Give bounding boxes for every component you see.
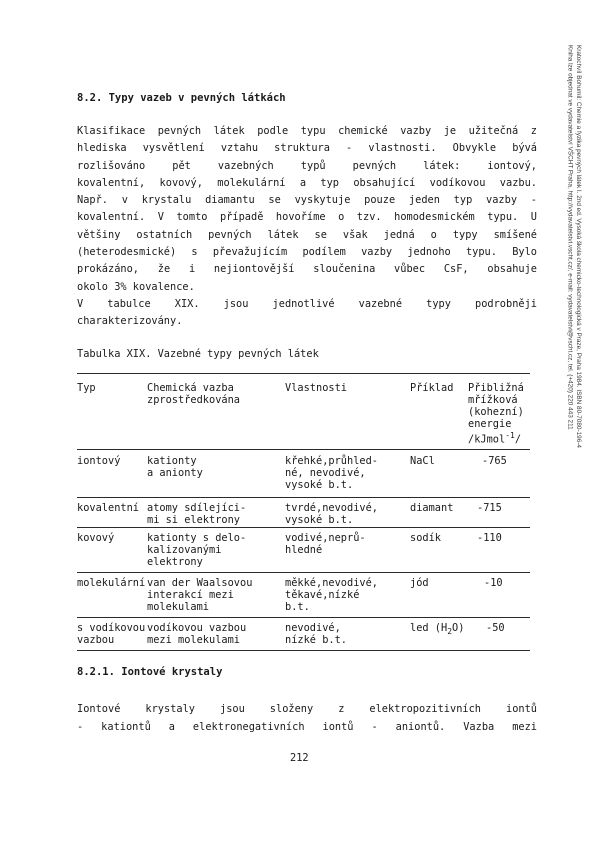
paragraph-ionic-crystals	[77, 700, 537, 736]
cell-line: vodivé,neprů-	[285, 532, 366, 544]
column-header-vlastnosti: Vlastnosti	[285, 382, 347, 394]
table-cell-energie: -110	[477, 532, 502, 544]
cell-line: tvrdé,nevodivé,	[285, 502, 378, 514]
cell-line: vysoké b.t.	[285, 514, 354, 526]
table-cell-vazba	[147, 622, 246, 646]
page-number: 212	[290, 752, 309, 764]
cell-line: van der Waalsovou	[147, 577, 253, 589]
table-cell-vlastnosti	[285, 622, 347, 646]
table-cell-typ: iontový	[77, 455, 121, 467]
paragraph-table-intro	[77, 296, 537, 331]
table-cell-vazba	[147, 532, 246, 568]
citation-sidebar	[565, 45, 582, 448]
cell-line: měkké,nevodivé,	[285, 577, 378, 589]
text-line: hlediska vysvětlení vztahu struktura - vlastnosti. Obvykle bývá	[77, 142, 537, 155]
cell-line: kalizovanými	[147, 544, 222, 556]
cell-line: hledné	[285, 544, 323, 556]
table-cell-energie: -10	[484, 577, 503, 589]
cell-line: nízké b.t.	[285, 634, 347, 646]
citation-line: Kniha lze objednat ve vydavatelství VŠCHT Praha, http://vydavatelstvi.vscht.cz/, e-mail: vydavatelstvi@vscht.cz, tel. (+420) 220 443 211	[566, 45, 574, 430]
text-line: většiny ostatních pevných látek se však jedná o typy smíšené	[77, 228, 537, 241]
header-line: Chemická vazba	[147, 382, 234, 394]
table-cell-typ: molekulární	[77, 577, 146, 589]
table-cell-vazba	[147, 502, 246, 526]
column-header-energie	[468, 382, 524, 445]
table-cell-typ: kovalentní	[77, 502, 139, 514]
cell-line: mezi molekulami	[147, 634, 240, 646]
cell-line: vysoké b.t.	[285, 479, 354, 491]
table-cell-typ	[77, 622, 145, 646]
subsection-heading: 8.2.1. Iontové krystaly	[77, 666, 223, 678]
unit-text: /kJmol	[468, 433, 506, 446]
table-cell-energie: -715	[477, 502, 502, 514]
cell-line: mi si elektrony	[147, 514, 240, 526]
cell-line: těkavé,nízké	[285, 589, 360, 601]
column-header-vazba	[147, 382, 240, 406]
table-rule	[77, 373, 530, 374]
cell-line: a anionty	[147, 467, 203, 479]
text-line: Např. v krystalu diamantu se vyskytuje pouze jeden typ vazby -	[77, 194, 537, 207]
table-cell-priklad: jód	[410, 577, 429, 589]
column-header-priklad: Příklad	[410, 382, 454, 394]
cell-line: křehké,průhled-	[285, 455, 378, 467]
text-line: (heterodesmické) s převažujícím podílem vazby jednoho typu. Bylo	[77, 246, 537, 259]
section-heading: 8.2. Typy vazeb v pevných látkách	[77, 92, 286, 104]
text-line: okolo 3% kovalence.	[77, 280, 195, 293]
table-cell-priklad: diamant	[410, 502, 454, 514]
cell-line: molekulami	[147, 601, 209, 613]
header-line: Přibližná	[468, 382, 524, 394]
text-line: Iontové krystaly jsou složeny z elektropozitivních iontů	[77, 703, 537, 715]
cell-line: elektrony	[147, 556, 203, 568]
header-line	[468, 430, 524, 445]
table-rule	[77, 497, 530, 498]
header-line: zprostředkována	[147, 394, 240, 406]
text-line: Klasifikace pevných látek podle typu chemické vazby je užitečná z	[77, 125, 537, 137]
header-line: mřížková	[468, 394, 518, 406]
table-cell-vazba	[147, 577, 252, 613]
table-cell-vlastnosti	[285, 577, 378, 613]
cell-line: kationty s delo-	[147, 532, 247, 544]
text-line: charakterizovány.	[77, 315, 183, 328]
cell-line: nevodivé,	[285, 622, 341, 634]
table-cell-priklad: sodík	[410, 532, 441, 544]
cell-line: né, nevodivé,	[285, 467, 366, 479]
formula-subscript: 2	[447, 627, 453, 637]
citation-line: Kratochvíl Bohumil: Chemie a fyzika pevných látek I. 2nd ed. Vysoká škola chemicko-technologická v Praze, Praha 1984. ISBN 80-7080-196-4	[574, 45, 582, 448]
formula-text: O)	[452, 622, 465, 634]
cell-line: b.t.	[285, 601, 310, 613]
text-line: kovalentní, kovový, molekulární a typ obsahující vodíkovou vazbu.	[77, 176, 537, 189]
table-cell-typ: kovový	[77, 532, 115, 544]
table-cell-priklad	[410, 622, 464, 638]
cell-line: interakcí mezi	[147, 589, 234, 601]
table-rule	[77, 617, 530, 618]
cell-line: s vodíkovou	[77, 622, 146, 634]
table-cell-energie: -50	[486, 622, 505, 634]
cell-line: kationty	[147, 455, 197, 467]
table-cell-vlastnosti	[285, 502, 378, 526]
paragraph-classification	[77, 123, 537, 296]
table-rule	[77, 449, 530, 450]
text-line: kovalentní. V tomto případě hovoříme o tzv. homodesmickém typu. U	[77, 211, 537, 224]
table-cell-vlastnosti	[285, 455, 378, 491]
table-cell-energie: -765	[482, 455, 507, 467]
header-line: (kohezní)	[468, 406, 524, 418]
formula-text: led (H	[410, 622, 448, 634]
text-line: prokázáno, že i nejiontovější sloučenina vůbec CsF, obsahuje	[77, 263, 537, 276]
column-header-typ: Typ	[77, 382, 96, 394]
text-line: V tabulce XIX. jsou jednotlivé vazebné typy podrobněji	[77, 298, 537, 310]
table-caption: Tabulka XIX. Vazebné typy pevných látek	[77, 348, 319, 360]
table-cell-vazba	[147, 455, 203, 479]
unit-text: /	[514, 433, 522, 446]
table-cell-priklad: NaCl	[410, 455, 435, 467]
text-line: rozlišováno pět vazebných typů pevných látek: iontový,	[77, 159, 537, 172]
cell-line: atomy sdílejíci-	[147, 502, 247, 514]
cell-line: vodíkovou vazbou	[147, 622, 247, 634]
cell-line: vazbou	[77, 634, 115, 646]
text-line: - kationtů a elektronegativních iontů - aniontů. Vazba mezi	[77, 721, 537, 733]
header-line: energie	[468, 418, 512, 430]
table-rule	[77, 527, 530, 528]
table-cell-vlastnosti	[285, 532, 366, 556]
table-rule	[77, 572, 530, 573]
unit-exponent: -1	[505, 431, 515, 440]
table-rule	[77, 650, 530, 651]
